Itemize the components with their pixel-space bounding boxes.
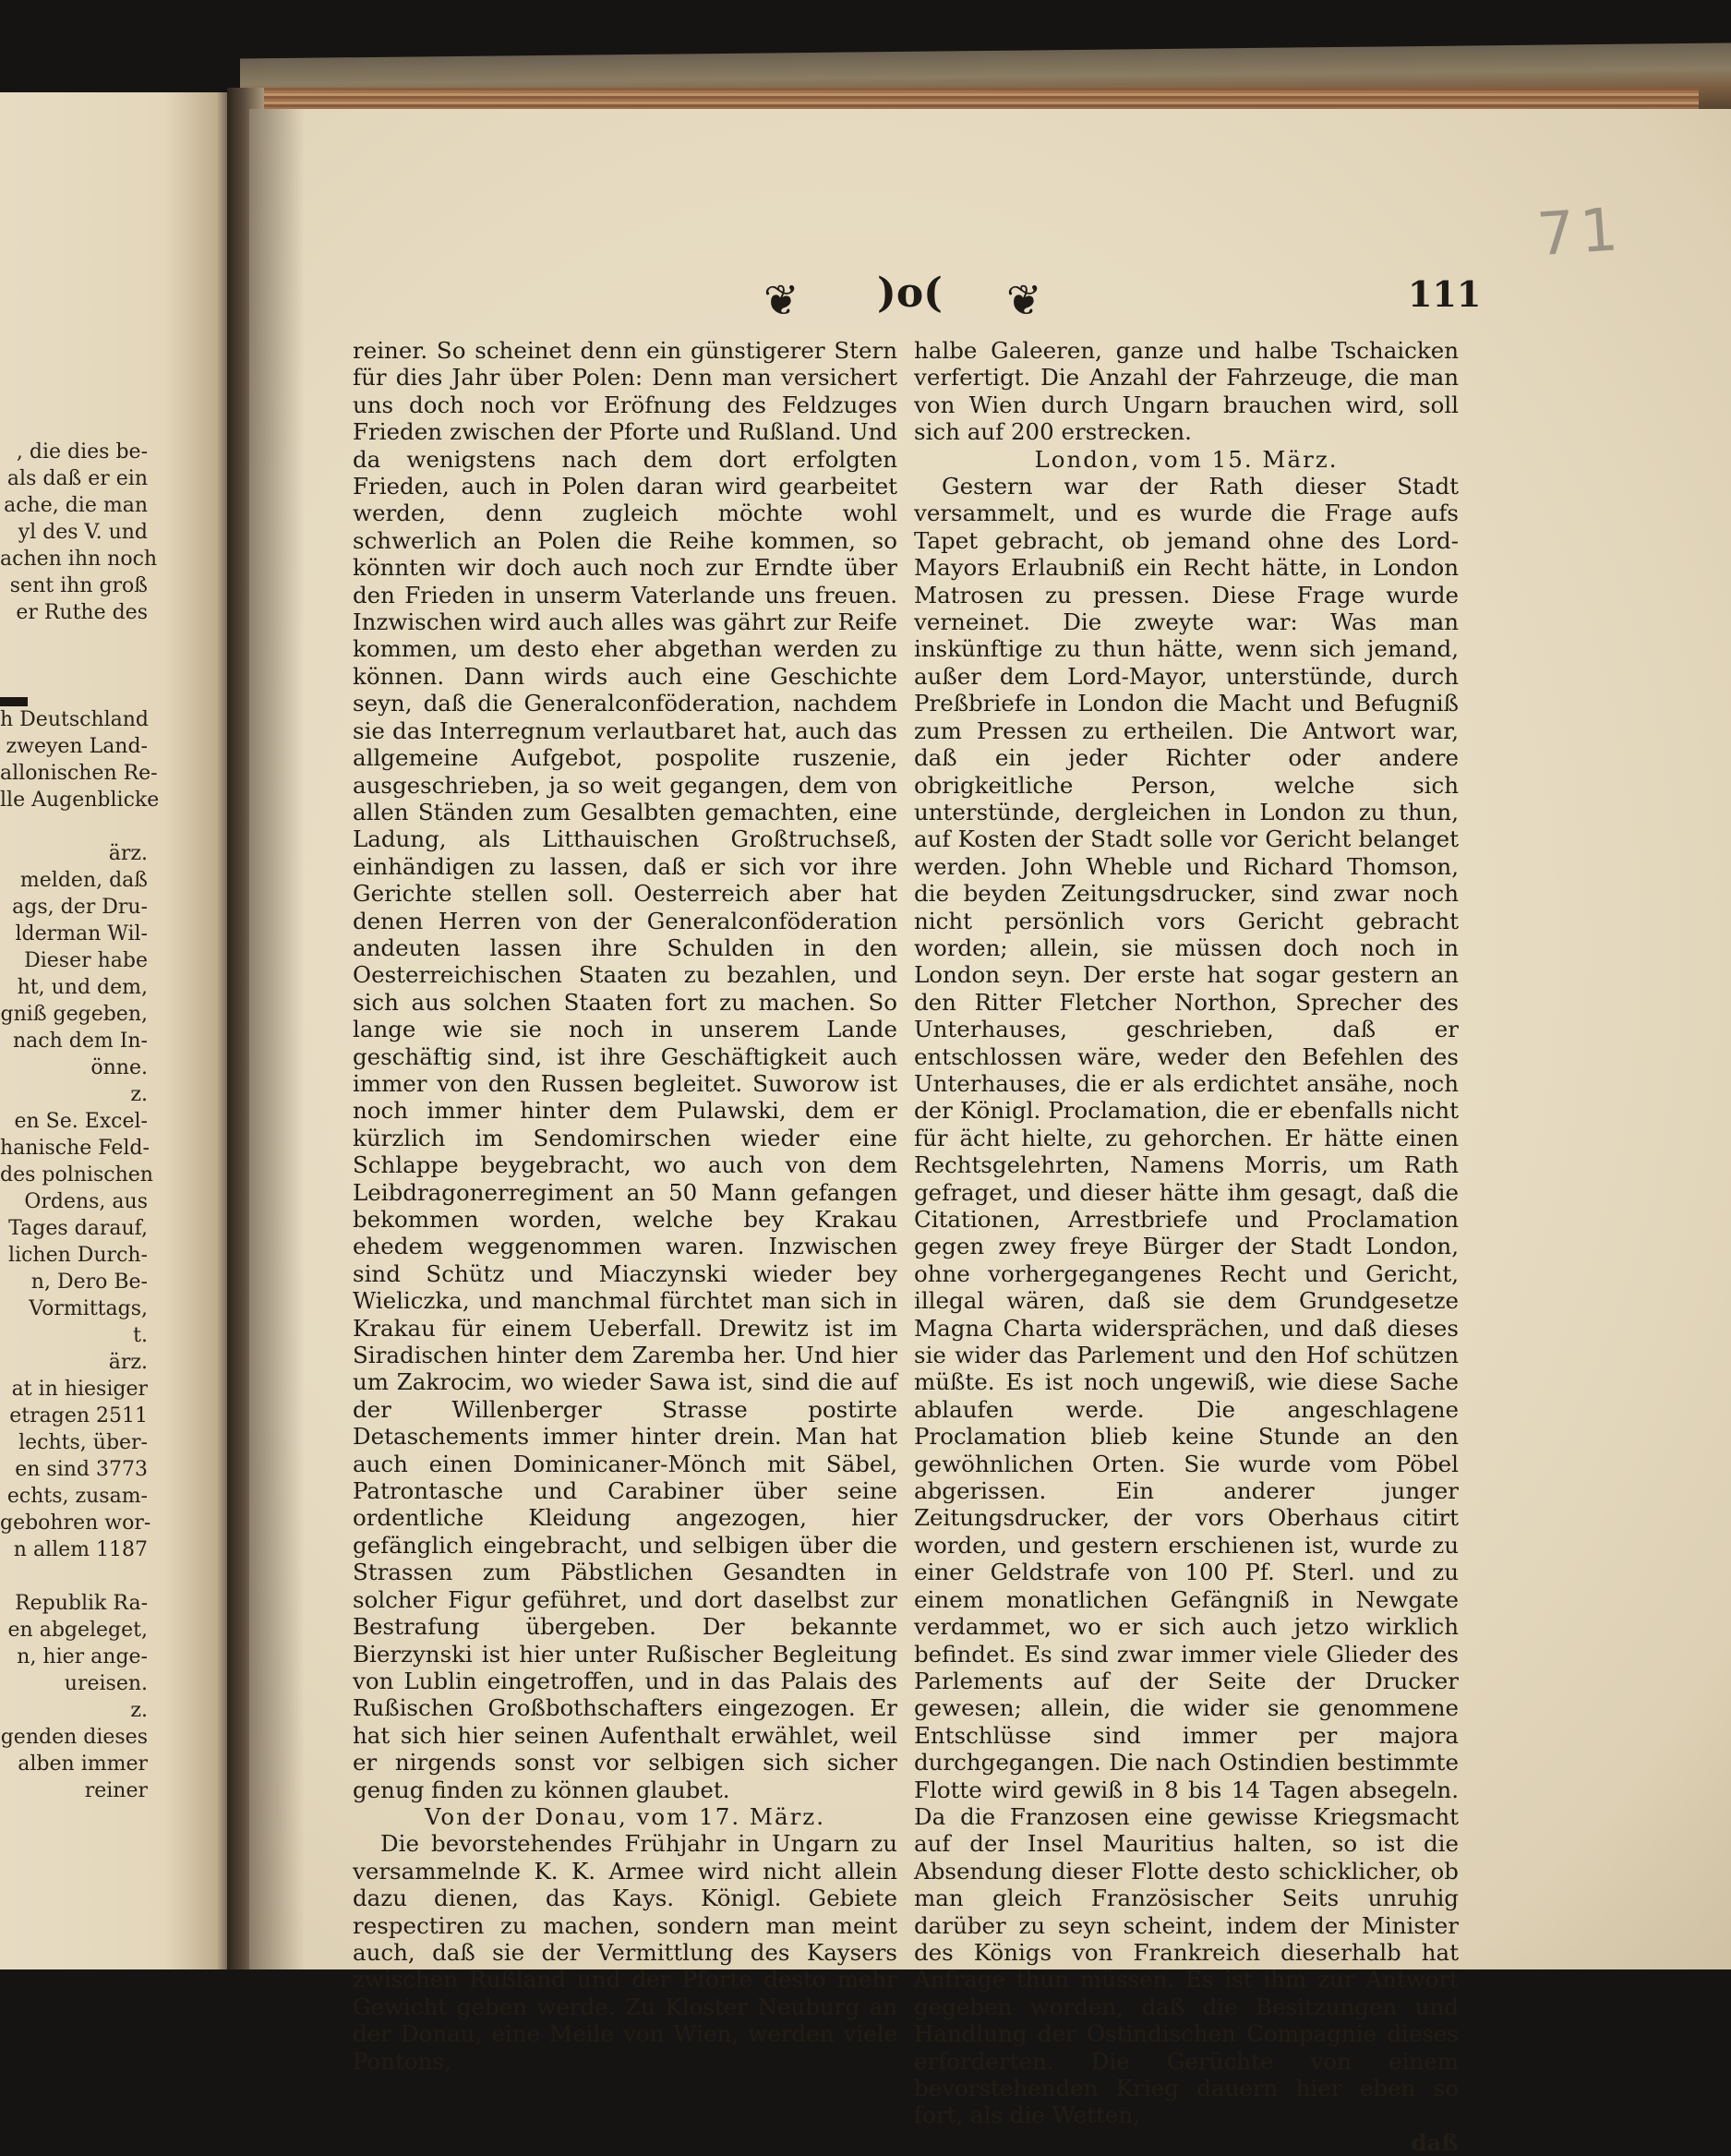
left-page-line: des polnischen <box>0 1163 153 1186</box>
left-page-line: gniß gegeben, <box>0 1003 148 1026</box>
left-page-line: gebohren wor- <box>0 1512 151 1535</box>
text-column-right <box>914 337 1459 2156</box>
left-page-line <box>0 1563 148 1590</box>
left-page-line <box>0 653 148 680</box>
dateline-danube: Von der Donau, vom 17. März. <box>424 1802 826 1830</box>
paragraph-london-report: Gestern war der Rath dieser Stadt versammelt, und es wurde die Frage aufs Tapet gebracht, ob jemand ohne des Lord-Mayors Erlaubniß ein Recht hätte, in London Matrosen zu pressen. Diese Frage wurde verneinet. Die zweyte war: Was man inskünftige zu thun hätte, wenn sich jemand, außer dem Lord-Mayor, unterstünde, durch Preßbriefe in London die Macht und Befugniß zum Pressen zu ertheilen. Die Antwort war, daß ein jeder Richter oder andere obrigkeitliche Person, welche sich unterstünde, dergleichen in London zu thun, auf Kosten der Stadt solle vor Gericht belanget werden. John Wheble und Richard Thomson, die beyden Zeitungsdrucker, sind zwar noch nicht persönlich vors Gericht gebracht worden; allein, sie müssen doch noch in London seyn. Der erste hat sogar gestern an den Ritter Fletcher Northon, Sprecher des Unterhauses, geschrieben, daß er entschlossen wäre, weder den Befehlen des Unterhauses, die er als erdichtet ansähe, noch der Königl. Proclamation, die er ebenfalls nicht für ächt hielte, zu gehorchen. Er hätte einen Rechtsgelehrten, Namens Morris, um Rath gefraget, und dieser hätte ihm gesagt, daß die Citationen, Arrestbriefe und Proclamation gegen zwey freye Bürger der Stadt London, ohne vorhergegangenes Recht und Gericht, illegal wären, daß sie dem Grundgesetze Magna Charta widersprächen, und daß dieses sie wider das Parlement und den Hof schützen müßte. Es ist noch ungewiß, wie diese Sache ablaufen werde. Die angeschlagene Proclamation blieb keine Stunde an den gewöhnlichen Orten. Sie wurde vom Pöbel abgerissen. Ein anderer junger Zeitungsdrucker, der vors Oberhaus citirt worden, und gestern erschienen ist, wurde zu einer Geldstrafe von 100 Pf. Sterl. und zu einem monatlichen Gefängniß in Newgate verdammet, wo er sich auch jetzo wirklich befindet. Es sind zwar immer viele Glieder des Parlements auf der Seite der Drucker gewesen; allein, die wider sie genommene Entschlüsse sind immer per majora durchgegangen. Die nach Ostindien bestimmte Flotte wird gewiß in 8 bis 14 Tagen absegeln. Da die Franzosen eine gewisse Kriegsmacht auf der Insel Mauritius halten, so ist die Absendung dieser Flotte desto schicklicher, ob man gleich Französischer Seits unruhig darüber zu seyn scheint, indem der Minister des Königs von Frankreich dieserhalb hat Anfrage thun müssen. Es ist ihm zur Antwort gegeben worden, daß die Besitzungen und Handlung der Ostindischen Compagnie dieses erforderten. Die Gerüchte von einem bevorstehenden Krieg dauern hier eben so fort, als die Wetten, <box>914 473 1459 2129</box>
left-page-line: lle Augenblicke <box>0 789 160 812</box>
left-page-line: genden dieses <box>0 1726 148 1749</box>
left-page-line: , die dies be- <box>16 440 148 464</box>
paragraph-danube-continued: halbe Galeeren, ganze und halbe Tschaicken verfertigt. Die Anzahl der Fahrzeuge, die man von Wien durch Ungarn brauchen wird, soll sich auf 200 erstrecken. <box>914 337 1459 446</box>
left-page-line: ureisen. <box>64 1672 148 1695</box>
left-page-line: ärz. <box>108 1351 148 1374</box>
left-page-line: yl des V. und <box>18 521 148 544</box>
left-page-line: z. <box>130 1083 148 1106</box>
left-page-line: n, hier ange- <box>17 1645 148 1668</box>
left-page-line: allonischen Re- <box>0 762 158 785</box>
left-page-line: Vormittags, <box>29 1297 148 1320</box>
left-page-line: z. <box>130 1699 148 1722</box>
paragraph-danube-report: Die bevorstehendes Frühjahr in Ungarn zu versammelnde K. K. Armee wird nicht allein dazu dienen, das Kays. Königl. Gebiete respectiren zu machen, sondern man meint auch, daß sie der Vermittlung des Kaysers zwischen Rußland und der Pforte desto mehr Gewicht geben werde. Zu Kloster Neuburg an der Donau, eine Meile von Wien, werden viele Pontons, <box>353 1830 897 2075</box>
text-column-left <box>353 337 897 2075</box>
left-page-line: en sind 3773 <box>15 1458 148 1481</box>
left-page-line: ärz. <box>108 842 148 865</box>
left-page-line: önne. <box>90 1056 148 1079</box>
left-page <box>0 92 235 1969</box>
left-page-line <box>0 680 148 706</box>
left-page-line: lderman Wil- <box>15 922 148 946</box>
left-page-line: ht, und dem, <box>17 976 148 999</box>
left-page-line: n, Dero Be- <box>30 1271 148 1294</box>
left-page-line <box>0 813 148 840</box>
left-page-line: en Se. Excel- <box>14 1110 148 1133</box>
left-page-line: reiner <box>84 1779 148 1802</box>
page-header <box>752 270 1482 325</box>
left-page-line: ache, die man <box>4 494 148 517</box>
left-page-line: zweyen Land- <box>6 735 148 758</box>
left-page-line: h Deutschland <box>0 708 150 731</box>
left-page-text-fragments <box>0 439 160 1804</box>
left-page-line: melden, daß <box>19 869 148 892</box>
left-page-line: als daß er ein <box>6 467 148 490</box>
paragraph-poland-report: reiner. So scheinet denn ein günstigerer Stern für dies Jahr über Polen: Denn man versichert uns doch noch vor Eröfnung des Feldzuges Frieden zwischen der Pforte und Rußland. Und da wenigstens nach dem dort erfolgten Frieden, auch in Polen daran wird gearbeitet werden, denn zugleich möchte wohl schwerlich an Polen die Reihe kommen, so könnten wir doch auch noch zur Erndte über den Frieden in unserm Vaterlande uns freuen. Inzwischen wird auch alles was gährt zur Reife kommen, um desto eher abgethan werden zu können. Dann wirds auch eine Geschichte seyn, daß die Generalconföderation, nachdem sie das Interregnum verlautbaret hat, auch das allgemeine Aufgebot, pospolite ruszenie, ausgeschrieben, ja so weit gegangen, dem von allen Ständen zum Gesalbten gemachten, eine Ladung, als Litthauischen Großtruchseß, einhändigen zu lassen, daß er sich vor ihre Gerichte stellen soll. Oesterreich aber hat denen Herren von der Generalconföderation andeuten lassen ihre Schulden in den Oesterreichischen Staaten zu bezahlen, und sich aus solchen Staaten fort zu machen. So lange wie sie noch in unserem Lande geschäftig sind, ist ihre Geschäftigkeit auch immer von den Russen begleitet. Suworow ist noch immer hinter dem Pulawski, dem er kürzlich im Sendomirschen wieder eine Schlappe beygebracht, wo auch von dem Leibdragonerregiment an 50 Mann gefangen bekommen worden, welche bey Krakau ehedem weggenommen waren. Inzwischen sind Schütz und Miaczynski wieder bey Wieliczka, und manchmal fürchtet man sich in Krakau für einem Ueberfall. Drewitz ist im Siradischen hinter dem Zaremba her. Und hier um Zakrocim, wo wieder Sawa ist, sind die auf der Willenberger Strasse postirte Detaschements immer hinter drein. Man hat auch einen Dominicaner-Mönch mit Säbel, Patrontasche und Carabiner über seine ordentliche Kleidung angezogen, hier gefänglich eingebracht, und selbigen über die Strassen zum Päbstlichen Gesandten in solcher Figur geführet, und dort daselbst zur Bestrafung übergeben. Der bekannte Bierzynski ist hier unter Rußischer Begleitung von Lublin eingetroffen, und in das Palais des Rußischen Großbothschafters eingezogen. Er hat sich hier seinen Aufenthalt erwählet, weil er nirgends sonst vor selbigen sich sicher genug finden zu können glaubet. <box>353 337 897 1803</box>
left-page-line: Tages darauf, <box>8 1217 148 1240</box>
shell-ornament-left-icon: ❦ <box>763 275 799 325</box>
pencil-folio-mark: 71 <box>1534 195 1626 271</box>
page-number: 111 <box>1408 273 1482 315</box>
gutter-shadow <box>249 109 305 1969</box>
left-page-line: Dieser habe <box>24 949 148 972</box>
left-page-line: alben immer <box>18 1753 148 1776</box>
left-page-line: sent ihn groß <box>9 574 148 597</box>
left-page-line: n allem 1187 <box>13 1538 148 1561</box>
left-page-line: etragen 2511 <box>9 1404 148 1427</box>
left-page-line: lichen Durch- <box>8 1244 148 1267</box>
center-ornament-icon: )o( <box>877 270 943 317</box>
shell-ornament-right-icon: ❦ <box>1006 275 1042 325</box>
left-page-line: nach dem In- <box>12 1030 148 1053</box>
left-page-line: en abgeleget, <box>7 1619 148 1642</box>
catchword: daß <box>1411 2128 1459 2156</box>
left-page-line: ags, der Dru- <box>12 896 148 919</box>
left-page-line: t. <box>133 1324 148 1347</box>
left-page-line: Republik Ra- <box>15 1592 148 1615</box>
left-page-line <box>0 626 148 653</box>
left-page-line: echts, zusam- <box>6 1485 148 1508</box>
left-page-line: Ordens, aus <box>24 1190 148 1213</box>
left-page-line: achen ihn noch <box>0 548 158 571</box>
left-page-line: at in hiesiger <box>11 1378 148 1401</box>
left-page-line: er Ruthe des <box>16 601 148 624</box>
dateline-london: London, vom 15. März. <box>1034 445 1339 473</box>
left-page-line: hanische Feld- <box>0 1137 150 1160</box>
left-page-line: lechts, über- <box>18 1431 148 1454</box>
